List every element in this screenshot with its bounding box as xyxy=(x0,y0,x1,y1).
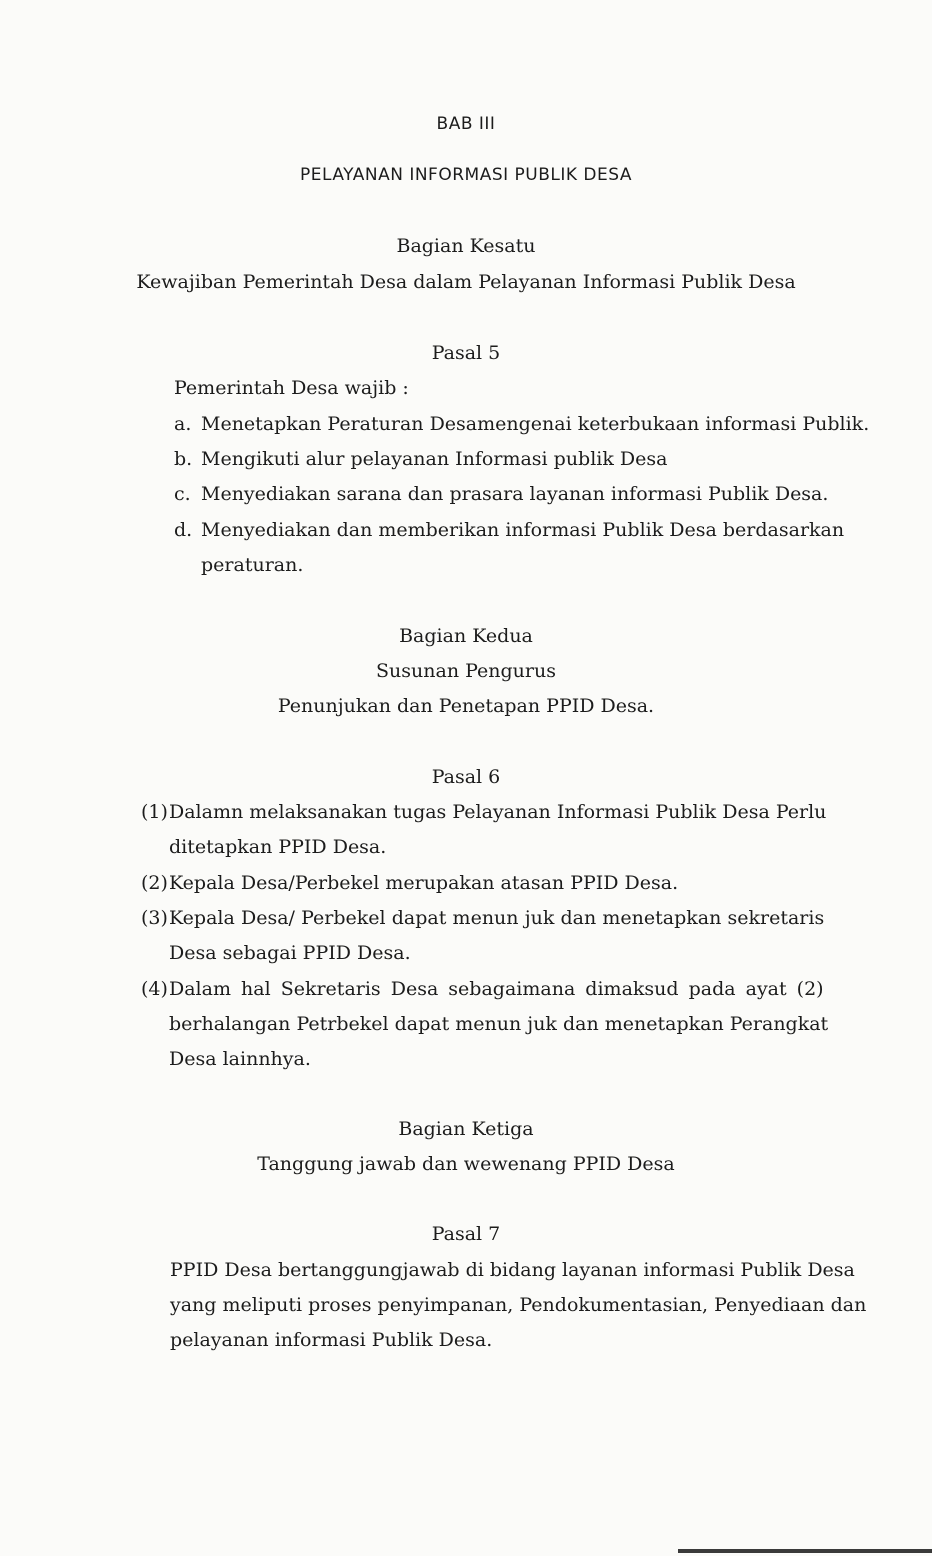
list-item-text: Menyediakan sarana dan prasara layanan informasi Publik Desa. xyxy=(201,483,829,505)
section-subtitle: Susunan Pengurus xyxy=(376,660,556,682)
article-title: Pasal 6 xyxy=(431,766,501,788)
section-heading: Bagian Ketiga xyxy=(398,1118,534,1140)
list-item-text: Dalamn melaksanakan tugas Pelayanan Informasi Publik Desa Perlu xyxy=(169,801,827,823)
list-marker: c. xyxy=(174,483,191,505)
list-marker: a. xyxy=(174,413,192,435)
list-marker: (1) xyxy=(141,801,168,823)
paragraph-line: yang meliputi proses penyimpanan, Pendokumentasian, Penyediaan dan xyxy=(170,1294,867,1316)
paragraph-line: PPID Desa bertanggungjawab di bidang layanan informasi Publik Desa xyxy=(170,1259,855,1281)
section-heading: Bagian Kedua xyxy=(399,625,533,647)
list-item-text: Menetapkan Peraturan Desamengenai keterbukaan informasi Publik. xyxy=(201,413,870,435)
section-subtitle: Penunjukan dan Penetapan PPID Desa. xyxy=(277,695,655,717)
list-marker: b. xyxy=(174,448,193,470)
list-marker: (4) xyxy=(141,978,168,1000)
scan-edge-line xyxy=(678,1549,932,1553)
chapter-number: BAB III xyxy=(436,114,496,134)
list-item-text: Desa sebagai PPID Desa. xyxy=(169,942,411,964)
list-marker: d. xyxy=(174,519,193,541)
list-item-text: Desa lainnhya. xyxy=(169,1048,311,1070)
paragraph-line: pelayanan informasi Publik Desa. xyxy=(170,1329,493,1351)
list-item-text: Mengikuti alur pelayanan Informasi publik Desa xyxy=(201,448,668,470)
section-subtitle: Tanggung jawab dan wewenang PPID Desa xyxy=(257,1153,675,1175)
list-marker: (3) xyxy=(141,907,168,929)
section-subtitle: Kewajiban Pemerintah Desa dalam Pelayanan Informasi Publik Desa xyxy=(136,271,796,293)
article-title: Pasal 5 xyxy=(431,342,501,364)
list-item-text: Kepala Desa/ Perbekel dapat menun juk dan menetapkan sekretaris xyxy=(169,907,825,929)
chapter-title: PELAYANAN INFORMASI PUBLIK DESA xyxy=(300,165,632,185)
list-item-text: Kepala Desa/Perbekel merupakan atasan PPID Desa. xyxy=(169,872,679,894)
list-item-text: berhalangan Petrbekel dapat menun juk dan menetapkan Perangkat xyxy=(169,1013,829,1035)
article-title: Pasal 7 xyxy=(431,1223,501,1245)
list-item-text: Dalam hal Sekretaris Desa sebagaimana dimaksud pada ayat (2) xyxy=(169,978,824,1000)
article-intro: Pemerintah Desa wajib : xyxy=(174,377,409,399)
list-item-text: peraturan. xyxy=(201,554,304,576)
section-heading: Bagian Kesatu xyxy=(396,235,536,257)
list-item-text: ditetapkan PPID Desa. xyxy=(169,836,387,858)
list-item-text: Menyediakan dan memberikan informasi Publik Desa berdasarkan xyxy=(201,519,845,541)
list-marker: (2) xyxy=(141,872,168,894)
